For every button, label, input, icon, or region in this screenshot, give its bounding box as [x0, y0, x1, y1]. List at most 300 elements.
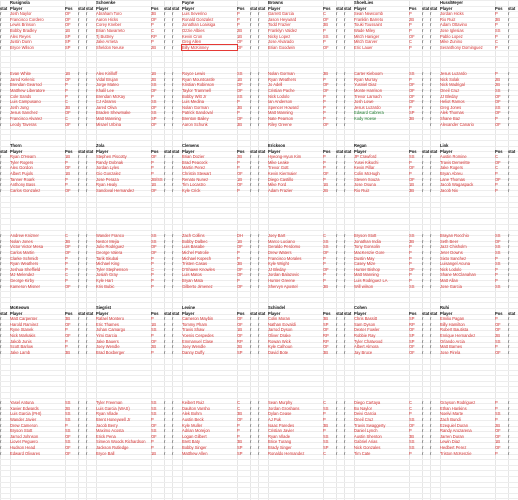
position[interactable]: OF [151, 88, 157, 93]
col-header-player[interactable]: Player [354, 5, 367, 11]
player-name[interactable]: George Valera [96, 250, 123, 255]
position[interactable]: OF [237, 39, 243, 45]
player-name[interactable]: Jo Adell [268, 82, 283, 88]
stat-cell[interactable]: r [344, 76, 346, 82]
position[interactable]: 1B [237, 176, 243, 182]
position[interactable]: RP [323, 333, 329, 338]
team-owner[interactable]: Siegrist [96, 305, 112, 310]
player-name[interactable]: Matt Manning [268, 110, 293, 116]
stat-cell[interactable]: r [0, 110, 2, 116]
stat-cell[interactable]: r [336, 244, 338, 250]
stat-cell[interactable]: r [0, 44, 2, 50]
col-header-pos[interactable]: Pos [323, 5, 331, 11]
stat-cell[interactable]: r [422, 22, 424, 28]
position[interactable]: SS [151, 99, 157, 105]
stat-cell[interactable]: r [86, 411, 88, 417]
position[interactable]: 2B [151, 344, 157, 350]
col-header-player[interactable]: Player [10, 5, 23, 11]
player-name[interactable]: Simeon Woods Richardson [96, 439, 146, 445]
team-owner[interactable]: Thorn [10, 143, 22, 148]
stat-cell[interactable]: r [86, 445, 88, 450]
stat-cell[interactable]: r [508, 11, 510, 17]
stat-cell[interactable]: r [508, 278, 510, 283]
stat-cell[interactable]: r [336, 238, 338, 244]
stat-cell[interactable]: r [164, 88, 166, 93]
stat-cell[interactable]: r [422, 110, 424, 116]
position[interactable]: SS [409, 445, 415, 450]
stat-cell[interactable]: r [78, 422, 80, 428]
position[interactable]: C [65, 272, 68, 278]
player-name[interactable]: Jarrod Johnson [10, 433, 39, 439]
stat-cell[interactable]: r [508, 182, 510, 188]
player-name[interactable]: Jordan Hicks [440, 11, 464, 17]
player-name[interactable]: Franklin Barreto [354, 16, 384, 22]
stat-cell[interactable]: r [422, 159, 424, 165]
position[interactable]: 2B [151, 44, 157, 50]
stat-cell[interactable]: r [430, 11, 432, 17]
stat-cell[interactable]: r [250, 333, 252, 338]
stat-cell[interactable]: r [250, 266, 252, 272]
player-name[interactable]: Carter Kieboom [354, 71, 383, 77]
stat-cell[interactable]: r [250, 159, 252, 165]
player-name[interactable]: Travis Swaggerty [354, 422, 386, 428]
position[interactable]: SP [409, 110, 415, 116]
stat-cell[interactable]: r [172, 411, 174, 417]
player-name[interactable]: Shane McClanahan [440, 272, 476, 278]
player-name[interactable]: Hedbert Perez [440, 445, 467, 450]
player-name[interactable]: Tyler Freeman [96, 400, 123, 406]
position[interactable]: P [65, 159, 68, 165]
stat-cell[interactable]: r [344, 187, 346, 193]
col-header-player[interactable]: Player [10, 148, 23, 154]
player-name[interactable]: Travis Demeritte [440, 159, 470, 165]
player-name[interactable]: Luis Severino [182, 11, 207, 17]
stat-cell[interactable]: r [344, 316, 346, 322]
position[interactable]: OF [237, 44, 243, 50]
stat-cell[interactable]: r [0, 116, 2, 121]
player-name[interactable]: Brian Dozier [182, 154, 205, 160]
stat-cell[interactable]: r [422, 93, 424, 99]
player-name[interactable]: Adam Frazier [268, 187, 293, 193]
team-owner[interactable]: Ruhi [440, 305, 450, 310]
player-name[interactable]: Scott Barlow [10, 344, 33, 350]
player-name[interactable]: Jacob Wagaspack [440, 182, 474, 188]
position[interactable]: 2B [495, 82, 501, 88]
stat-cell[interactable]: r [508, 121, 510, 127]
player-name[interactable]: Taylor Trammell [182, 88, 211, 93]
stat-cell[interactable]: r [430, 171, 432, 176]
player-name[interactable]: Colin Moran [268, 316, 291, 322]
position[interactable]: P [237, 433, 240, 439]
stat-cell[interactable]: r [250, 283, 252, 289]
position[interactable]: P [495, 316, 498, 322]
player-name[interactable]: Alek Thomas [440, 110, 464, 116]
position[interactable]: P [151, 255, 154, 261]
position[interactable]: SS [151, 400, 157, 406]
player-name[interactable]: Brady Singer [268, 445, 292, 450]
col-header-stat[interactable]: stat [336, 148, 344, 154]
player-name[interactable]: JJ Bleday [440, 93, 458, 99]
stat-cell[interactable]: r [250, 44, 252, 50]
stat-cell[interactable]: r [430, 22, 432, 28]
position[interactable]: SS [323, 33, 329, 39]
stat-cell[interactable]: r [164, 422, 166, 428]
player-name[interactable]: Rio Ruiz [440, 16, 456, 22]
stat-cell[interactable]: r [344, 278, 346, 283]
position[interactable]: OF [323, 16, 329, 22]
col-header-stat[interactable]: stat [508, 148, 516, 154]
stat-cell[interactable]: r [430, 439, 432, 445]
stat-cell[interactable]: r [258, 255, 260, 261]
position[interactable]: P [323, 104, 326, 110]
stat-cell[interactable]: r [344, 244, 346, 250]
player-name[interactable]: Tyler Chatwood [354, 338, 383, 344]
col-header-player[interactable]: Player [440, 310, 453, 316]
stat-cell[interactable]: r [250, 93, 252, 99]
col-header-player[interactable]: Player [440, 148, 453, 154]
position[interactable]: SP [237, 450, 243, 456]
stat-cell[interactable]: r [172, 171, 174, 176]
stat-cell[interactable]: r [336, 121, 338, 127]
stat-cell[interactable]: r [508, 233, 510, 239]
stat-cell[interactable]: r [164, 250, 166, 255]
player-name[interactable]: Nestor Mejia [96, 238, 119, 244]
position[interactable]: P [495, 255, 498, 261]
stat-cell[interactable]: r [430, 344, 432, 350]
stat-cell[interactable]: r [164, 187, 166, 193]
stat-cell[interactable]: r [172, 316, 174, 322]
stat-cell[interactable]: r [86, 250, 88, 255]
position[interactable]: SP [237, 349, 243, 355]
stat-cell[interactable]: r [172, 44, 174, 50]
player-name[interactable]: Josh Lowe [354, 99, 374, 105]
position[interactable]: 2B [323, 187, 329, 193]
player-name[interactable]: Aaron Hicks [96, 16, 119, 22]
position[interactable]: OF [495, 445, 501, 450]
stat-cell[interactable]: r [430, 76, 432, 82]
stat-cell[interactable]: r [430, 16, 432, 22]
stat-cell[interactable]: r [250, 338, 252, 344]
player-name[interactable]: Drew Waters [268, 250, 292, 255]
stat-cell[interactable]: r [508, 445, 510, 450]
stat-cell[interactable]: r [172, 422, 174, 428]
stat-cell[interactable]: r [164, 110, 166, 116]
stat-cell[interactable]: r [172, 344, 174, 350]
player-name[interactable]: Erick Pena [96, 433, 116, 439]
stat-cell[interactable]: r [250, 76, 252, 82]
stat-cell[interactable]: r [0, 104, 2, 110]
position[interactable]: P [323, 417, 326, 422]
stat-cell[interactable]: r [250, 349, 252, 355]
position[interactable]: SS [409, 71, 415, 77]
position[interactable]: P [151, 261, 154, 267]
stat-cell[interactable]: r [258, 278, 260, 283]
stat-cell[interactable]: r [258, 411, 260, 417]
col-header-pos[interactable]: Pos [151, 5, 159, 11]
stat-cell[interactable]: r [164, 338, 166, 344]
position[interactable]: OF [151, 154, 157, 160]
player-name[interactable]: Heliot Ramos [440, 99, 465, 105]
player-name[interactable]: Mike Leake [268, 159, 289, 165]
player-name[interactable]: Francisco Alvarez [10, 116, 43, 121]
position[interactable]: OF [65, 187, 71, 193]
stat-cell[interactable]: r [164, 411, 166, 417]
player-name[interactable]: Clarke Schmidt [10, 255, 38, 261]
stat-cell[interactable]: r [78, 445, 80, 450]
player-name[interactable]: Shervyn Apostel [268, 283, 298, 289]
stat-cell[interactable]: r [78, 338, 80, 344]
stat-cell[interactable]: r [430, 33, 432, 39]
stat-cell[interactable]: r [508, 327, 510, 333]
stat-cell[interactable]: r [508, 338, 510, 344]
player-name[interactable]: Trevor Larnach [354, 93, 382, 99]
col-header-pos[interactable]: Pos [495, 310, 503, 316]
position[interactable]: RP [409, 321, 415, 327]
col-header-stat[interactable]: stat [430, 5, 438, 11]
player-name[interactable]: Jonathan Loaisiga [182, 22, 216, 28]
col-header-stat[interactable]: stat [258, 5, 266, 11]
stat-cell[interactable]: r [508, 321, 510, 327]
player-name[interactable]: Cristian Pache [268, 88, 295, 93]
stat-cell[interactable]: r [344, 182, 346, 188]
position[interactable]: OF [151, 250, 157, 255]
stat-cell[interactable]: r [0, 261, 2, 267]
player-name[interactable]: Tarik Skubal [96, 255, 119, 261]
position[interactable]: OF [409, 93, 415, 99]
player-name[interactable]: George Kirby [10, 278, 35, 283]
position[interactable]: P [409, 104, 412, 110]
stat-cell[interactable]: r [258, 159, 260, 165]
position[interactable]: 3B [237, 104, 243, 110]
position[interactable]: P [409, 450, 412, 456]
stat-cell[interactable]: r [164, 266, 166, 272]
stat-cell[interactable]: r [250, 187, 252, 193]
position[interactable]: SS [151, 82, 157, 88]
stat-cell[interactable]: r [0, 76, 2, 82]
col-header-stat[interactable]: stat [508, 310, 516, 316]
player-name[interactable]: Jason Heyward [268, 16, 297, 22]
player-name[interactable]: Yusniel Diaz [354, 82, 377, 88]
stat-cell[interactable]: r [422, 250, 424, 255]
position[interactable]: C [65, 116, 68, 121]
position[interactable]: P [495, 33, 498, 39]
player-name[interactable]: Isaac Paredes [268, 422, 295, 428]
stat-cell[interactable]: r [250, 422, 252, 428]
player-name[interactable]: Jesus Sanchez [10, 110, 38, 116]
position[interactable]: OF [237, 283, 243, 289]
stat-cell[interactable]: r [164, 99, 166, 105]
position[interactable]: OF [151, 121, 157, 127]
stat-cell[interactable]: r [336, 154, 338, 160]
player-name[interactable]: Jose Peraza [96, 176, 119, 182]
position[interactable]: P [323, 28, 326, 33]
position[interactable]: SP [323, 321, 329, 327]
stat-cell[interactable]: r [0, 176, 2, 182]
stat-cell[interactable]: r [78, 11, 80, 17]
position[interactable]: P [409, 250, 412, 255]
position[interactable]: OF [409, 176, 415, 182]
player-name[interactable]: Jake Arrieta [96, 39, 118, 45]
stat-cell[interactable]: r [78, 76, 80, 82]
position[interactable]: SS [409, 283, 415, 289]
position[interactable]: 3B [323, 283, 329, 289]
stat-cell[interactable]: r [78, 16, 80, 22]
stat-cell[interactable]: r [172, 428, 174, 434]
stat-cell[interactable] [422, 122, 430, 128]
player-name[interactable]: Nicky Lopez [268, 33, 291, 39]
stat-cell[interactable]: r [0, 182, 2, 188]
position[interactable]: RP [237, 338, 243, 344]
stat-cell[interactable]: r [164, 327, 166, 333]
stat-cell[interactable]: r [508, 283, 510, 289]
position[interactable]: P [237, 22, 240, 28]
col-header-player[interactable]: Player [10, 310, 23, 316]
player-name[interactable]: Nick Lodolo [440, 266, 462, 272]
position[interactable]: C [323, 400, 326, 406]
position[interactable]: C [151, 266, 154, 272]
player-name[interactable]: Justin Dunn [10, 39, 32, 45]
col-header-stat[interactable]: stat [508, 5, 516, 11]
player-name[interactable]: Maximo Acosta [96, 428, 124, 434]
stat-cell[interactable]: r [86, 165, 88, 171]
player-name[interactable]: Kris Bubic [96, 283, 115, 289]
stat-cell[interactable]: r [258, 261, 260, 267]
position[interactable]: SS [495, 250, 501, 255]
stat-cell[interactable]: r [172, 165, 174, 171]
position[interactable]: C [495, 154, 498, 160]
stat-cell[interactable]: r [422, 11, 424, 17]
stat-cell[interactable]: r [336, 165, 338, 171]
position[interactable]: P [65, 278, 68, 283]
player-name[interactable]: Brett Baty [182, 439, 200, 445]
player-name[interactable]: Jordan Balazovic [268, 272, 300, 278]
position[interactable]: OF [237, 88, 243, 93]
stat-cell[interactable]: r [78, 182, 80, 188]
stat-cell[interactable]: r [336, 176, 338, 182]
player-name[interactable]: Albert Almora [354, 344, 379, 350]
stat-cell[interactable]: r [430, 116, 432, 121]
stat-cell[interactable]: r [336, 159, 338, 165]
position[interactable]: OF [323, 344, 329, 350]
stat-cell[interactable]: r [164, 165, 166, 171]
player-name[interactable]: Logan Gilbert [182, 433, 207, 439]
stat-cell[interactable]: r [430, 278, 432, 283]
position[interactable]: OF [323, 250, 329, 255]
stat-cell[interactable]: r [164, 417, 166, 422]
position[interactable]: P [237, 16, 240, 22]
stat-cell[interactable]: r [250, 82, 252, 88]
stat-cell[interactable]: r [344, 450, 346, 456]
stat-cell[interactable]: r [422, 283, 424, 289]
stat-cell[interactable]: r [508, 22, 510, 28]
position[interactable]: OF [495, 176, 501, 182]
team-owner[interactable]: McKeown [10, 305, 30, 310]
position[interactable]: OF [323, 44, 329, 50]
player-name[interactable]: Nolan Jones [10, 238, 33, 244]
stat-cell[interactable]: r [430, 316, 432, 322]
position[interactable]: 1B [495, 439, 501, 445]
stat-cell[interactable]: r [164, 450, 166, 456]
position[interactable]: 2B [237, 154, 243, 160]
stat-cell[interactable]: r [344, 88, 346, 93]
position[interactable]: 3B [323, 22, 329, 28]
col-header-pos[interactable]: Pos [323, 148, 331, 154]
stat-cell[interactable]: r [336, 266, 338, 272]
col-header-stat[interactable]: stat [78, 310, 86, 316]
stat-cell[interactable]: r [78, 316, 80, 322]
stat-cell[interactable]: r [172, 110, 174, 116]
stat-cell[interactable]: r [78, 154, 80, 160]
player-name[interactable]: Ezequiel Duran [440, 422, 468, 428]
position[interactable]: SS [409, 417, 415, 422]
stat-cell[interactable]: r [78, 233, 80, 239]
stat-cell[interactable]: r [258, 82, 260, 88]
player-name[interactable]: Diego Cartaya [354, 400, 381, 406]
stat-cell[interactable]: r [0, 238, 2, 244]
stat-cell[interactable]: r [422, 316, 424, 322]
position[interactable]: P [237, 165, 240, 171]
position[interactable]: C [323, 233, 326, 239]
stat-cell[interactable]: r [0, 321, 2, 327]
stat-cell[interactable]: r [86, 428, 88, 434]
stat-cell[interactable]: r [78, 171, 80, 176]
stat-cell[interactable]: r [86, 338, 88, 344]
player-name[interactable] [354, 122, 409, 128]
stat-cell[interactable]: r [172, 272, 174, 278]
position[interactable]: 2B [237, 344, 243, 350]
position[interactable]: P [237, 422, 240, 428]
stat-cell[interactable]: r [344, 428, 346, 434]
stat-cell[interactable]: r [422, 154, 424, 160]
stat-cell[interactable]: r [250, 344, 252, 350]
stat-cell[interactable]: r [86, 333, 88, 338]
player-name[interactable]: Tyler Rogers [10, 159, 34, 165]
stat-cell[interactable]: r [344, 39, 346, 45]
player-name[interactable]: Vidal Brujan [96, 76, 118, 82]
position[interactable]: P [409, 11, 412, 17]
position[interactable]: OF [65, 165, 71, 171]
stat-cell[interactable]: r [422, 116, 424, 121]
position[interactable]: OF [323, 266, 329, 272]
team-owner[interactable]: Rusignola [10, 0, 30, 5]
player-name[interactable]: Randy Arozarena [440, 428, 472, 434]
stat-cell[interactable]: r [508, 104, 510, 110]
player-name[interactable]: Geraldo Perdomo [268, 244, 301, 250]
position[interactable]: P [65, 266, 68, 272]
player-name[interactable]: Drew Cameron [10, 422, 38, 428]
stat-cell[interactable]: r [172, 33, 174, 39]
position[interactable]: P [151, 283, 154, 289]
stat-cell[interactable]: r [508, 33, 510, 39]
position[interactable]: OF [65, 121, 71, 127]
player-name[interactable]: Danny Duffy [182, 349, 205, 355]
stat-cell[interactable]: r [258, 344, 260, 350]
player-name[interactable]: Wade Miley [354, 28, 376, 33]
position[interactable]: P [409, 22, 412, 28]
player-name[interactable]: Luis Rodriguez LA [354, 278, 388, 283]
stat-cell[interactable]: r [258, 182, 260, 188]
stat-cell[interactable]: r [0, 411, 2, 417]
position[interactable]: OF [237, 316, 243, 322]
player-name[interactable]: Bryson Stott [10, 428, 33, 434]
stat-cell[interactable]: r [422, 44, 424, 50]
position[interactable]: C [409, 39, 412, 45]
player-name[interactable]: Luis Garcia (WAS) [96, 405, 130, 411]
stat-cell[interactable]: r [508, 28, 510, 33]
player-name[interactable]: Jonathan India [354, 238, 381, 244]
position[interactable]: C [323, 450, 326, 456]
stat-cell[interactable]: r [86, 182, 88, 188]
